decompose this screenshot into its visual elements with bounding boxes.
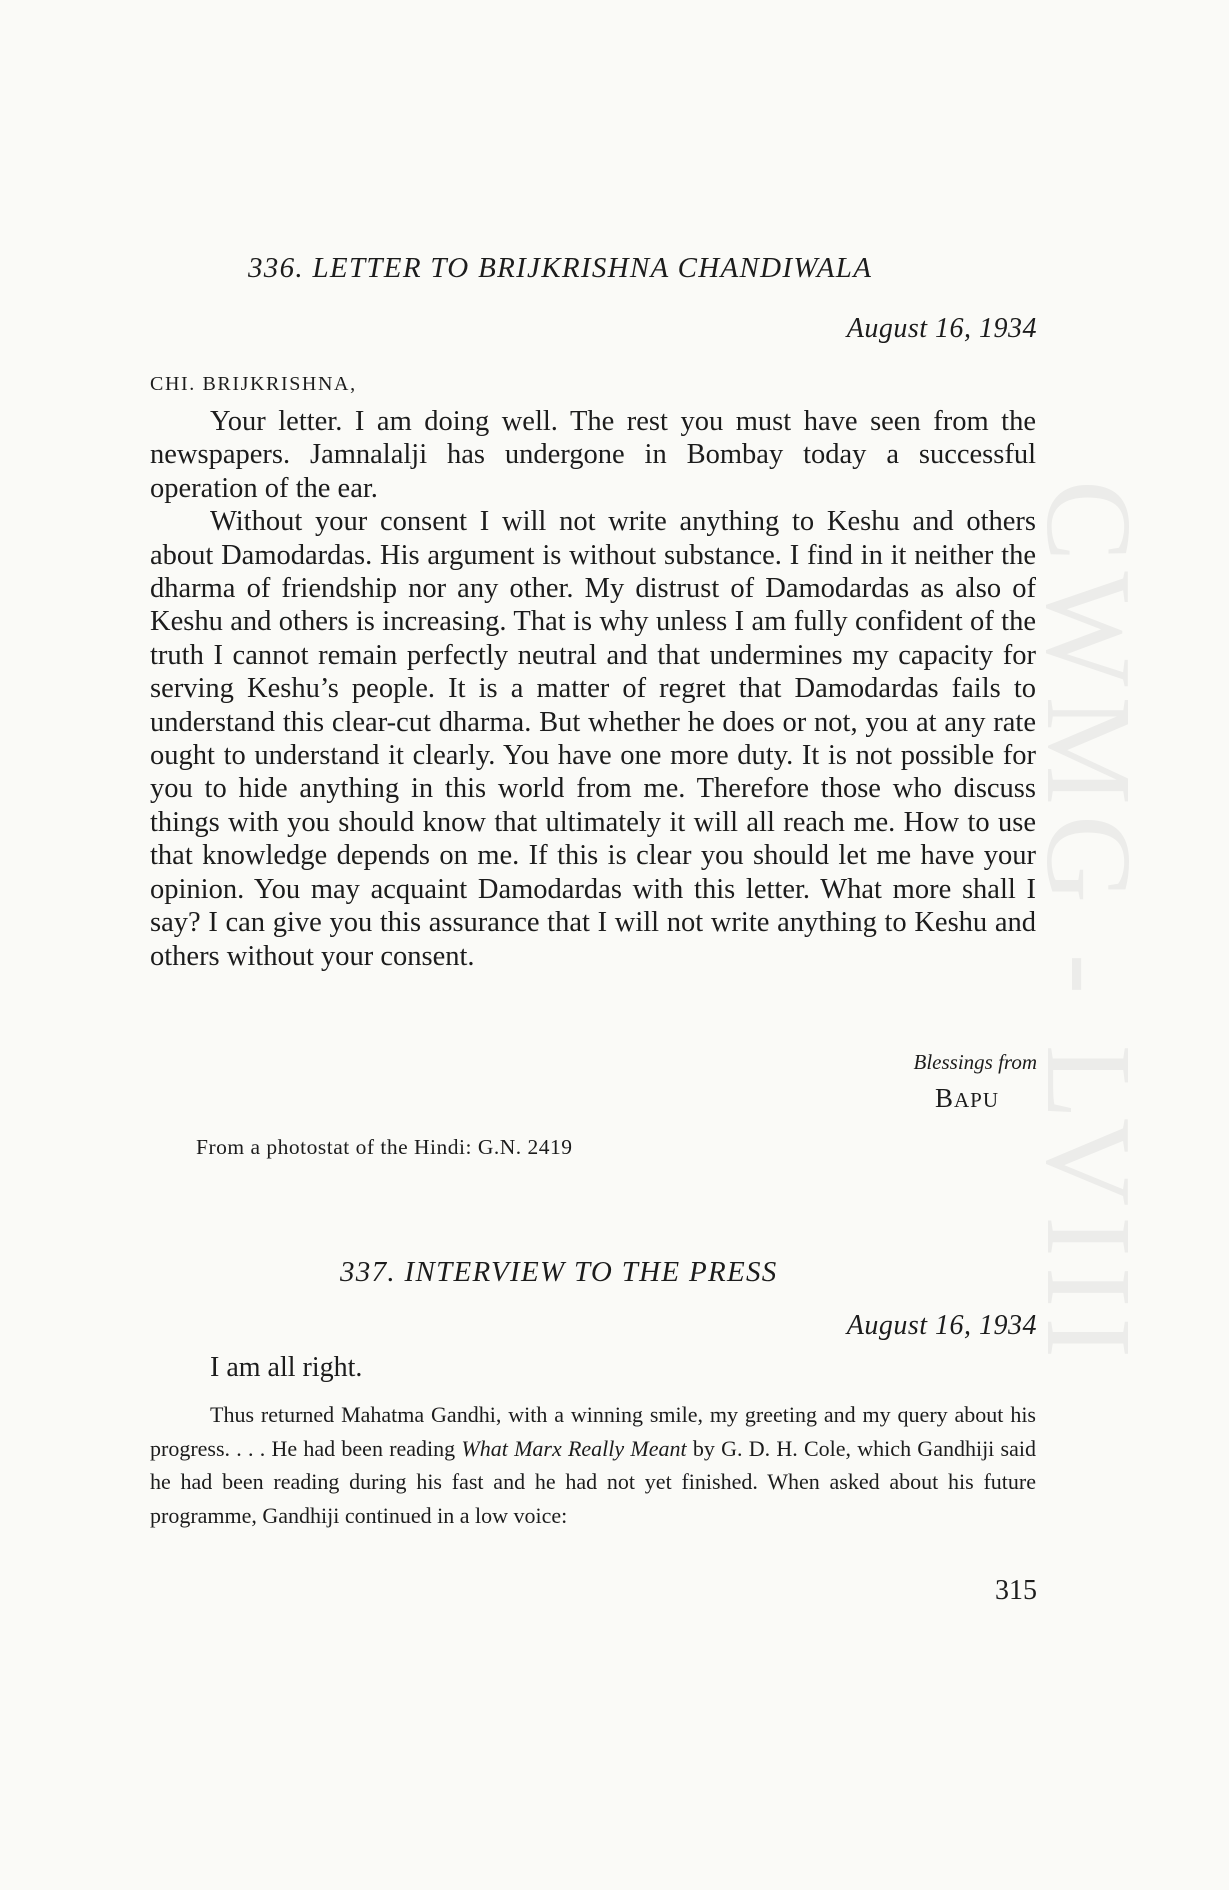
interview-body <box>150 1398 1036 1532</box>
interview-paragraph <box>150 1398 1036 1532</box>
quote-line: I am all right. <box>210 1352 363 1383</box>
signature-initial: B <box>934 1083 954 1113</box>
interview-text-part1: Thus returned Mahatma Gandhi, with a winning smile, my greeting and my query about his progress. . . . He had been reading <box>150 1402 1036 1461</box>
interview-heading: 337. INTERVIEW TO THE PRESS <box>340 1256 778 1288</box>
signature <box>935 1083 999 1114</box>
letter-heading: 336. LETTER TO BRIJKRISHNA CHANDIWALA <box>248 252 873 284</box>
page-number: 315 <box>995 1575 1037 1606</box>
letter-paragraph: Without your consent I will not write anything to Keshu and others about Damodardas. His argument is without substance. I find in it neither the dharma of friendship nor any other. My distrust of Damodardas as also of Keshu and others is increasing. That is why unless I am fully confident of the truth I cannot remain perfectly neutral and that undermines my capacity for serving Keshu’s people. It is a matter of regret that Damodardas fails to understand this clear-cut dharma. But whether he does or not, you at any rate ought to understand it clearly. You have one more duty. It is not possible for you to hide anything in this world from me. Therefore those who discuss things with you should know that ultimately it will all reach me. How to use that knowledge depends on me. If this is clear you should let me have your opinion. You may acquaint Damodardas with this letter. What more shall I say? I can give you this assurance that I will not write anything to Keshu and others without your consent. <box>150 506 1036 972</box>
source-note: From a photostat of the Hindi: G.N. 2419 <box>196 1135 573 1159</box>
salutation: CHI. BRIJKRISHNA, <box>150 373 357 395</box>
letter-date: August 16, 1934 <box>846 313 1037 344</box>
watermark-text: CWMG - LVIII <box>1021 480 1156 1369</box>
book-title: What Marx Really Meant <box>461 1435 687 1461</box>
letter-paragraph: Your letter. I am doing well. The rest you must have seen from the newspapers. Jamnalalji has undergone in Bombay today a successful operation of the ear. <box>150 406 1036 504</box>
interview-date: August 16, 1934 <box>846 1310 1037 1341</box>
closing: Blessings from <box>913 1050 1037 1074</box>
interview-text-part2: by G. D. H. Cole, which Gandhiji said he had been reading during his fast and he had not yet finished. When asked about his future programme, Gandhiji continued in a low voice: <box>150 1435 1036 1528</box>
watermark <box>1021 450 1156 1430</box>
letter-body <box>150 405 1036 973</box>
signature-rest: APU <box>953 1088 999 1112</box>
